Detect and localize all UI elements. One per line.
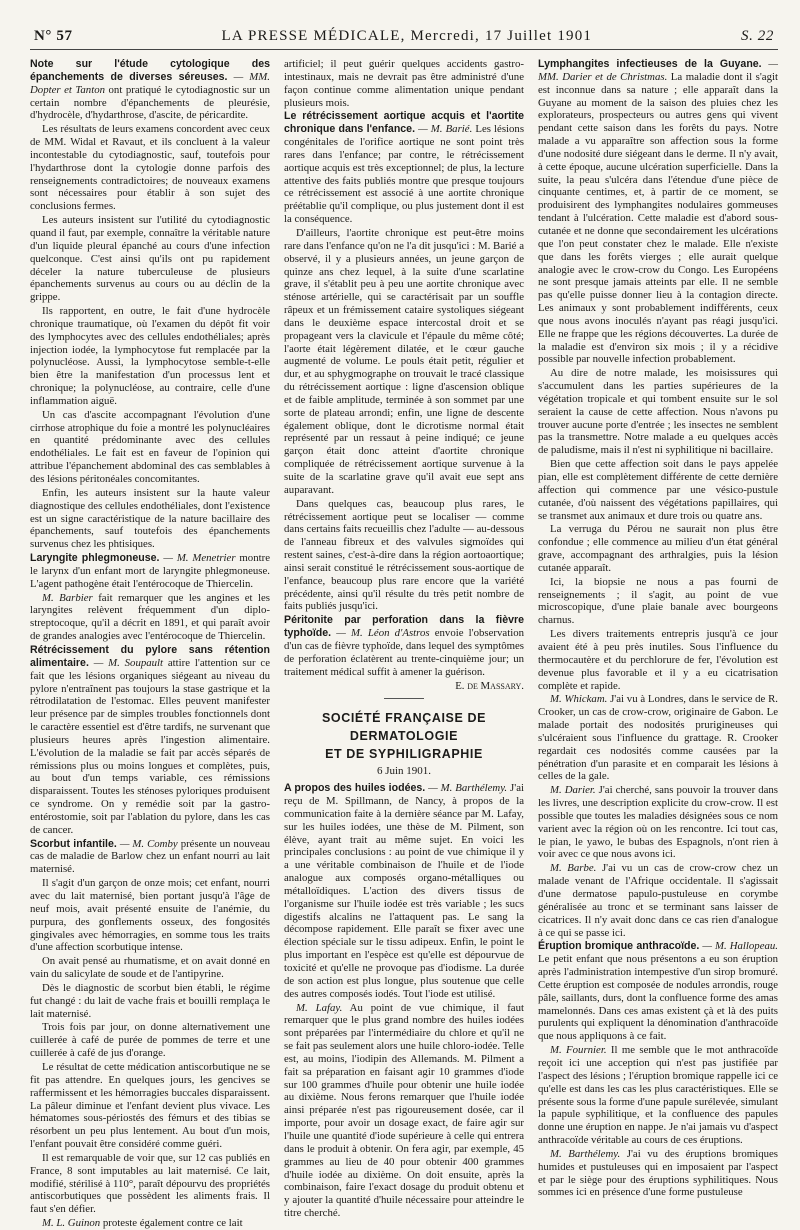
paragraph: Enfin, les auteurs insistent sur la haute valeur diagnostique des cellules endothéliales, dont l'existence est un signe caractéristique de la nature bacillaire des épanchements, sauf toutefois des épanchements survenus chez les phtisiques. — [30, 486, 271, 551]
author: — M. Barié. — [418, 123, 473, 136]
author: — M. Léon d'Astros — [336, 627, 430, 640]
author: — M. Hallopeau. — [702, 940, 778, 953]
paragraph: montre le larynx d'un enfant mort de laryngite phlegmoneuse. L'agent pathogène était l'entérocoque de Thiercelin. — [30, 552, 270, 590]
paragraph: Il me semble que le mot anthracoïde reçoit ici une acception qui n'est pas justifiée par l'aspect des lésions ; l'éruption bromique rappelle ici ce qu'elle est dans les cas les plus caractéristiques. Elle se présente sous la forme d'une papule surélevée, simulant la papule syphilitique, et la confluence des papules donne une éruption en nappe. Je n'ai jamais vu d'aspect anthracoïde véritable au cours de ces éruptions. — [538, 1044, 778, 1147]
session-date: 6 Juin 1901. — [376, 765, 432, 778]
author: M. Lafay. — [296, 1001, 343, 1014]
article-barthelemy — [538, 1148, 778, 1199]
paragraph: Dans quelques cas, beaucoup plus rares, le rétrécissement aortique peut se localiser — comme dans certains faits recueillis chez l'adulte — au-dessous de l'anneau fibreux et des valvules sigmoïdes qui restent saines, c'est-à-dire dans la région aortoaortique; ainsi serait constitué le rétrécissement sous-aortique de l'enfance, beaucoup plus rare encore que la variété précédente, ainsi qu'il résulte du très petit nombre de faits publiés jusqu'ici. — [284, 497, 524, 613]
author: M. Barbier — [42, 591, 93, 604]
paragraph: Au point de vue chimique, il faut remarquer que le plus grand nombre des huiles iodées sont préparées par l'intermédiaire du chlore et qu'il ne se fait pas seulement alors une huile chloro-iodée. Telle est, au moins, l'iodipin des Allemands. M. Pilment a fait sa préparation en faisant agir 10 grammes d'iode sur 100 grammes d'huile pour obtenir une huile iodée au dixième. Nous ferons remarquer que l'huile iodée ainsi préparée n'est pas rigoureusement dosée, car il importe, pour avoir un dosage exact, de faire agir sur l'huile une quantité d'iode supérieure à celle qui entrera dans le produit à obtenir. On fera agir, par exemple, 45 grammes au lieu de 40 pour obtenir 400 grammes d'huile iodée au dixième. On doit ensuite, après la combinaison, faire l'exact dosage du produit obtenu et y ajouter la quantité d'huile nécessaire pour atteindre le titre cherché. — [284, 1001, 524, 1220]
article-pylore — [30, 644, 270, 837]
author: M. Whickam. — [550, 693, 608, 706]
heading-laryngite: Laryngite phlegmoneuse. — [30, 552, 160, 565]
article-huiles — [284, 782, 524, 1000]
heading-cytologie: Note sur l'étude cytologique des épanchements de diverses séreuses. — [30, 58, 270, 83]
page-header — [30, 28, 778, 50]
author: M. L. Guinon — [42, 1217, 101, 1230]
heading-pylore: Rétrécissement du pylore sans rétention alimentaire. — [30, 643, 270, 669]
paragraph: Il s'agit d'un garçon de onze mois; cet enfant, nourri avec du lait maternisé, bien portant jusqu'à l'âge de neuf mois, avait présenté ensuite de l'anémie, du purpura, des gonflements osseux, des fongosités gingivales avec hémorragies, en somme tous les traits d'une affection scorbutique intense. — [30, 877, 270, 954]
paragraph: Ici, la biopsie ne nous a pas fourni de renseignements ; il s'agit, au point de vue microscopique, d'une plaie banale avec bourgeons charnus. — [538, 575, 778, 627]
article-fournier — [538, 1044, 778, 1147]
paragraph: D'ailleurs, l'aortite chronique est peut-être moins rare dans l'enfance qu'on ne l'a dit jusqu'ici : M. Barié a observé, il y a plusieurs années, un jeune garçon de quinze ans chez lequel, à la suite d'une scarlatine grave, il s'établit peu à peu une aortite chronique avec sténose artérielle, qui se caractérisait par un souffle râpeux et un frémissement cataire systoliques siégeant dans le deuxième espace intercostal droit et se propageant vers la clavicule et l'épaule du même côté; l'aorte était légèrement dilatée, et le cœur gauche augmenté de volume. Le pouls était petit, régulier et dur, et au sphygmographe on trouvait le tracé classique du rétrécissement aortique : ligne d'ascension oblique et de faible amplitude, terminée à son sommet par une sorte de plateau arrondi; enfin, une ligne de descente également oblique, dont le dicrotisme normal était représenté par un ressaut à peine indiqué; ce jeune garçon était donc atteint d'aortite chronique compliquée de rétrécissement aortique survenue à la suite de la scarlatine grave qu'il avait eue sept ans auparavant. — [284, 226, 524, 496]
paragraph: Les lésions congénitales de l'orifice aortique ne sont point très rares dans l'enfance; par contre, le rétrécissement aortique acquis est très exceptionnel; de plus, la lecture attentive des faits publiés montre que presque toujours ce rétrécissement est associé à une aortite chronique préétablie qu'il complique, ou plus justement dont il est la conséquence. — [284, 123, 525, 226]
author: M. Fournier. — [550, 1044, 607, 1057]
columns — [30, 58, 779, 1230]
author: M. Darier. — [550, 784, 596, 797]
article-bromique — [538, 940, 778, 1043]
paragraph: ont pratiqué le cytodiagnostic sur un certain nombre d'épanchements de pleurésie, d'hydrocèle, d'hydarthrose, d'ascite, de péricardite. — [30, 83, 271, 122]
author: — MM. Darier et de Christmas. — [538, 58, 778, 83]
paragraph: Trois fois par jour, on donne alternativement une cuillerée à café de purée de pommes de terre et une cuillerée à café de jus d'orange. — [30, 1021, 270, 1060]
paragraph: J'ai vu des éruptions bromiques humides et pustuleuses qui en imposaient par l'aspect et par le siège pour des éruptions syphilitiques. Nous sommes ici en présence d'une forme pustuleuse — [538, 1147, 778, 1199]
paragraph: Le petit enfant que nous présentons a eu son éruption après l'administration intempestive d'un sirop bromuré. Cette éruption est composée de nodules arrondis, rouge pâle, saillants, durs, dont la confluence forme des amas mamelonnés. Dans ces amas existent çà et là des puits purulents qui expliquent la dénomination d'anthracoïde que nous appliquons à ce fait. — [538, 953, 778, 1043]
article-barbier — [30, 592, 270, 643]
paragraph: J'ai vu à Londres, dans le service de R. Crooker, un cas de crow-crow, originaire de Gabon. Le malade portait des nodosités prurigineuses qui s'ulcéraient sous l'influence du grattage. R. Crooker regardait ces nodosités comme causées par la pénétration d'un parasite et en comparait les lésions à celles de la gale. — [538, 693, 779, 783]
heading-lymphangites: Lymphangites infectieuses de la Guyane. — [538, 58, 762, 70]
paragraph: Ils rapportent, en outre, le fait d'une hydrocèle chronique traumatique, où l'examen du dépôt fit voir des lymphocytes avec des cellules endothéliales; après injection iodée, la lymphocytose fut remplacée par la polynucléose. Aussi, la lymphocytose semble-t-elle bien être la manifestation d'un processus lent et chronique; la polynucléose, au contraire, celle d'une inflammation aiguë. — [30, 305, 270, 407]
article-laryngite — [30, 552, 270, 591]
column-2 — [284, 58, 525, 1220]
signature: E. de Massary. — [455, 679, 524, 692]
paragraph: Les résultats de leurs examens concordent avec ceux de MM. Widal et Ravaut, et ils concluent à la valeur incontestable du cytodiagnostic, sauf, toutefois pour l'hydarthrose dont la cytologie donne parfois des renseignements contradictoires; de nouveaux examens sont nécessaires pour établir à son sujet des conclusions fermes. — [30, 123, 270, 213]
article-barie — [284, 110, 524, 226]
article-lafay — [284, 1002, 524, 1220]
paragraph: envoie l'observation d'un cas de fièvre typhoïde, dans lequel des symptômes de perforation éclatèrent au trente-cinquième jour; un traitement médical suffit à amener la guérison. — [284, 627, 524, 678]
society-title-line-1: SOCIÉTÉ FRANÇAISE DE DERMATOLOGIE — [321, 711, 487, 744]
paragraph: Il est remarquable de voir que, sur 12 cas publiés en France, 8 sont imputables au lait maternisé. Ce lait, modifié, stérilisé à 110°, paraît dépourvu des propriétés antiscorbutiques que possèdent les aliments frais. Il faut s'en défier. — [30, 1151, 270, 1216]
article-guyane — [538, 58, 778, 366]
paragraph: Dès le diagnostic de scorbut bien établi, le régime fut changé : du lait de vache frais et bouilli remplaça le lait maternisé. — [30, 981, 270, 1020]
heading-bromique: Éruption bromique anthracoïde. — [538, 940, 700, 953]
paragraph: Les divers traitements entrepris jusqu'à ce jour avaient été à peu près inutiles. Sous l'influence du thermocautère et du perchlorure de fer, l'évolution est devenue plus favorable et il y a eu cicatrisation complète et rapide. — [538, 628, 778, 692]
paragraph: J'ai vu un cas de crow-crow chez un malade venant de l'Afrique occidentale. Il s'agissait d'une dermatose papulo-pustuleuse en corymbe généralisée au tronc et se terminant sans laisser de cicatrices. Il n'y avait donc dans ce cas rien d'analogue à ce qui se passe ici. — [538, 862, 778, 939]
journal-title: LA PRESSE MÉDICALE, Mercredi, 17 Juillet 1901 — [221, 28, 593, 44]
article-dopter — [30, 58, 270, 122]
author: — M. Soupault — [93, 656, 164, 669]
heading-huiles: A propos des huiles iodées. — [284, 782, 426, 795]
paragraph: présente un nouveau cas de maladie de Barlow chez un enfant nourri au lait maternisé. — [30, 837, 271, 876]
paragraph: proteste également contre ce lait — [102, 1217, 243, 1230]
page-reference: S. 22 — [741, 28, 774, 44]
author: — M. Barthélemy. — [428, 782, 508, 795]
article-barbe — [538, 862, 778, 939]
society-title-line-2: ET DE SYPHILIGRAPHIE — [325, 747, 483, 762]
issue-number: N° 57 — [34, 28, 73, 44]
article-whickam — [538, 693, 778, 783]
article-darier — [538, 784, 778, 861]
author: — MM. Dopter et Tanton — [30, 70, 270, 96]
article-guinon — [30, 1217, 270, 1230]
paragraph: Bien que cette affection soit dans le pays appelée pian, elle est complètement différente de cette dernière affection qui commence par une vésico-pustule cutanée, d'où naissent des végétations papillaires, qui se transmet aux animaux et dure trois ou quatre ans. — [538, 458, 778, 522]
paragraph: La maladie dont il s'agit est inconnue dans sa nature ; elle apparaît dans la Guyane au moment de la saison des pluies chez les explorateurs, prospecteurs ou autres gens qui vivent pendant cette saison dans les forêts du pays. Notre malade a vu apparaître son affection sous la forme d'une nodosité dure siégeant dans le derme. Il n'y avait, à cette époque, aucune ulcération superficielle. Dans la suite, la peau s'ulcéra dans l'étendue d'une pièce de cinquante centimes, et, à partir de ce moment, se produisirent des lymphangites nodulaires gommeuses tendant à l'ulcération. Cette maladie est d'abord sous-cutanée et ne donne que secondairement les ulcérations que l'on peut constater chez le malade. Elle n'existe que dans les forêts vierges ; elle aurait quelque analogie avec le crow-crow du Congo. Les Européens ne sont presque jamais atteints par elle. Il ne semble pas qu'elle puisse donner lieu à la contagion directe. Les animaux y sont probablement indifférents, ceux que nous avons inoculés n'ayant pas réagi jusqu'ici. Elle ne frappe que les régions découvertes. La durée de la maladie est d'environ six mois ; il y a récidive possible par nouvelle infection probablement. — [538, 70, 778, 366]
article-scorbut — [30, 838, 270, 877]
heading-peritonite: Péritonite par perforation dans la fièvre typhoïde. — [284, 614, 524, 640]
society-title — [284, 709, 524, 763]
paragraph: Un cas d'ascite accompagnant l'évolution d'une cirrhose atrophique du foie a montré les polynucléaires en quantité prédominante avec des cellules endothéliales. Le fait est en faveur de l'opinion qui attribue l'épanchement abdominal des cas semblables à des lésions péritonéales concomitantes. — [30, 408, 270, 485]
author: — M. Comby — [119, 837, 178, 850]
article-peritonite — [284, 614, 524, 678]
divider — [384, 698, 424, 699]
paragraph: On avait pensé au rhumatisme, et on avait donné en vain du salicylate de soude et de l'antipyrine. — [30, 955, 270, 981]
heading-scorbut: Scorbut infantile. — [30, 837, 117, 850]
paragraph: fait remarquer que les angines et les laryngites relèvent fréquemment d'un diplo-streptocoque, qu'il a décrit en 1891, et qui paraît avoir de grandes analogies avec l'entérocoque de Thiercelin. — [30, 591, 270, 643]
paragraph: Au dire de notre malade, les moisissures qui s'accumulent dans les parties supérieures de la végétation tropicale et qui tombent ensuite sur le sol seraient la cause de cette affection. Nous n'avons pu trouver aucune porte d'entrée ; les insectes ne semblent pas la transmettre. Notre malade a eu quelques accès de paludisme, mais il n'est ni syphilitique ni bacillaire. — [538, 367, 778, 457]
column-1 — [30, 58, 271, 1230]
paragraph: J'ai reçu de M. Spillmann, de Nancy, à propos de la communication faite à la dernière séance par M. Lafay, sur les huiles iodées, une thèse de M. Pilment, son élève, ayant trait au même sujet. En voici les principales conclusions : au point de vue chimique il y a une véritable combinaison de l'huile et de l'iode analogue aux composés organo-métalliques ou métalloïdiques. L'action des divers tissus de l'organisme sur l'huile iodée est très variable ; les sucs digestifs alcalins ne l'attaquent pas. Le sang la décompose rapidement. Elle paraît se fixer avec une élection spéciale sur le tissu adipeux. Enfin, le point le plus important en l'espèce est qu'elle est dépourvue de toxicité et qu'elle ne provoque pas d'iodisme. La durée de son action est plus longue, plus soutenue que celle des autres composés iodés. Tout l'iode est utilisé. — [284, 782, 524, 1000]
paragraph: J'ai cherché, sans pouvoir la trouver dans les livres, une description explicite du crow-crow. Il est possible que toutes les maladies désignées sous ce nom varient avec la région où on les rencontre. Ici tout cas, le pian, le yawo, le bubas des Espagnols, n'ont rien à voir avec ce que nous avons ici. — [538, 784, 778, 861]
paragraph: La verruga du Pérou ne saurait non plus être confondue ; elle commence au milieu d'un état général grave, accompagnant des arthralgies, puis la lésion cutanée apparaît. — [538, 523, 778, 574]
author: M. Barthélemy. — [550, 1147, 621, 1160]
paragraph: attire l'attention sur ce fait que les lésions organiques siégeant au niveau du pylore n'entraînent pas toujours la stase gastrique et la rétrodilatation de l'estomac. Elles peuvent manifester leur présence par de simples troubles fonctionnels dont le caractère essentiel est d'être tardifs, ne survenant que plusieurs heures après l'ingestion alimentaire. L'évolution de la maladie se fait par accès séparés de rémissions plus ou moins longues et complètes, puis, au bout d'un temps variable, ces rémissions disparaissent. Toutes les sténoses pyloriques produisent ce syndrome. On y remédie soit par la gastro-entérostomie, soit par l'ablation du pylore, dans les cas de cancer. — [30, 656, 271, 836]
author: — M. Menetrier — [163, 552, 236, 565]
paragraph: artificiel; il peut guérir quelques accidents gastro-intestinaux, mais ne devrait pas être administré d'une façon continue comme alimentation unique pendant plusieurs mois. — [284, 58, 524, 109]
author: M. Barbe. — [550, 862, 597, 875]
heading-aortique: Le rétrécissement aortique acquis et l'aortite chronique dans l'enfance. — [284, 110, 524, 136]
paragraph: Le résultat de cette médication antiscorbutique ne se fit pas attendre. En quelques jours, les gencives se raffermissent et les hémorragies buccales disparaissent. La pâleur diminue et l'enfant devient plus vivace. Les hématomes sous-périostés des fémurs et des tibias se résorbent un peu plus lentement. Au bout d'un mois, l'enfant pouvait être considéré comme guéri. — [30, 1060, 270, 1151]
paragraph: Les auteurs insistent sur l'utilité du cytodiagnostic quand il faut, par exemple, connaître la véritable nature d'un liquide pleural épanché au cours d'une infection quelconque. C'est ainsi qu'ils ont pu rapidement déceler la nature tuberculeuse de plusieurs épanchements survenus au cours ou au déclin de la grippe. — [30, 214, 270, 304]
column-3 — [538, 58, 779, 1199]
